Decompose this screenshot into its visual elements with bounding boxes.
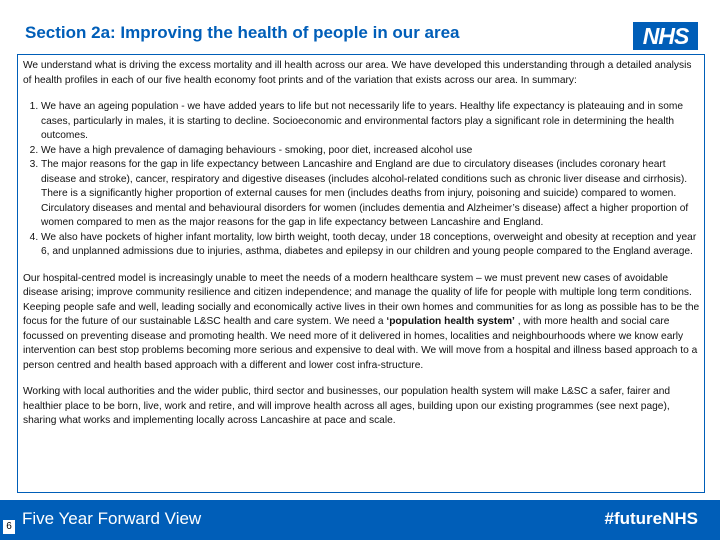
nhs-logo: NHS <box>633 22 698 50</box>
list-item: 3. The major reasons for the gap in life expectancy between Lancashire and England are due to circulatory diseases (includes coronary heart disease and stroke), cancer, respiratory and digestive diseases (includes alcohol-related conditions such as chronic liver disease and cirrhosis). There is a significantly higher proportion of external causes for men (includes deaths from injury, poisoning and suicide) compared to women. Circulatory diseases and mental and behavioural disorders for women (includes dementia and Alzheimer’s disease) affect a higher proportion of women compared to men as the major reasons for the gap in life expectancy between Lancashire and England. <box>41 158 701 231</box>
paragraph-text: Our hospital-centred model is increasingly unable to meet the needs of a modern healthcare system – we must prevent new cases of avoidable disease arising; improve community resilience and citizen independence; and manage the quality of life for people with multiple long term conditions. Keeping people safe and well, leading socially and economically active lives in their own homes and communities for as long as possible has to be the focus for the future of our sustainable L&SC health and care system. We need a <box>23 272 700 327</box>
page-title: Section 2a: Improving the health of people in our area <box>25 23 460 42</box>
list-item: 1. We have an ageing population - we have added years to life but not necessarily life to years. Healthy life expectancy is plateauing and in some cases, particularly in males, it is starting to decline. Socioeconomic and environmental factors play a significant role in determining the health outcomes. <box>41 100 701 144</box>
summary-list <box>23 100 701 260</box>
page-number: 6 <box>3 520 15 534</box>
partnership-paragraph: Working with local authorities and the wider public, third sector and businesses, our population health system will make L&SC a safer, fairer and healthier place to be born, live, work and retire, and will improve health across all ages, building upon our existing programmes (see next page), sharing what works and implementing locally across Lancashire at pace and scale. <box>23 386 671 426</box>
footer-hashtag: #futureNHS <box>604 509 698 528</box>
intro-paragraph: We understand what is driving the excess mortality and ill health across our area. We have developed this understanding through a detailed analysis of health profiles in each of our five health economy foot prints and of the variation that exists across our area. In summary: <box>23 60 692 86</box>
footer-title: Five Year Forward View <box>22 509 202 528</box>
hospital-model-paragraph <box>23 272 701 374</box>
list-item: 4. We also have pockets of higher infant mortality, low birth weight, tooth decay, under 18 conceptions, overweight and obesity at reception and year 6, and unplanned admissions due to injuries, asthma, diabetes and epilepsy in our children and young people compared to the England average. <box>41 231 701 260</box>
footer-bar <box>0 500 720 540</box>
content-area <box>23 59 701 441</box>
paragraph-text: , with more health and social care focussed on preventing disease and promoting health. We need more of it delivered in homes, localities and neighbourhoods where we know early intervention can best stop problems becoming more serious and expensive to deal with. We will move from a hospital and illness based approach to a person centred and health based approach with a different and lower cost infra-structure. <box>23 316 698 371</box>
list-item: 2. We have a high prevalence of damaging behaviours - smoking, poor diet, increased alcohol use <box>41 144 701 159</box>
emphasis-text: ‘population health system’ <box>386 316 515 327</box>
